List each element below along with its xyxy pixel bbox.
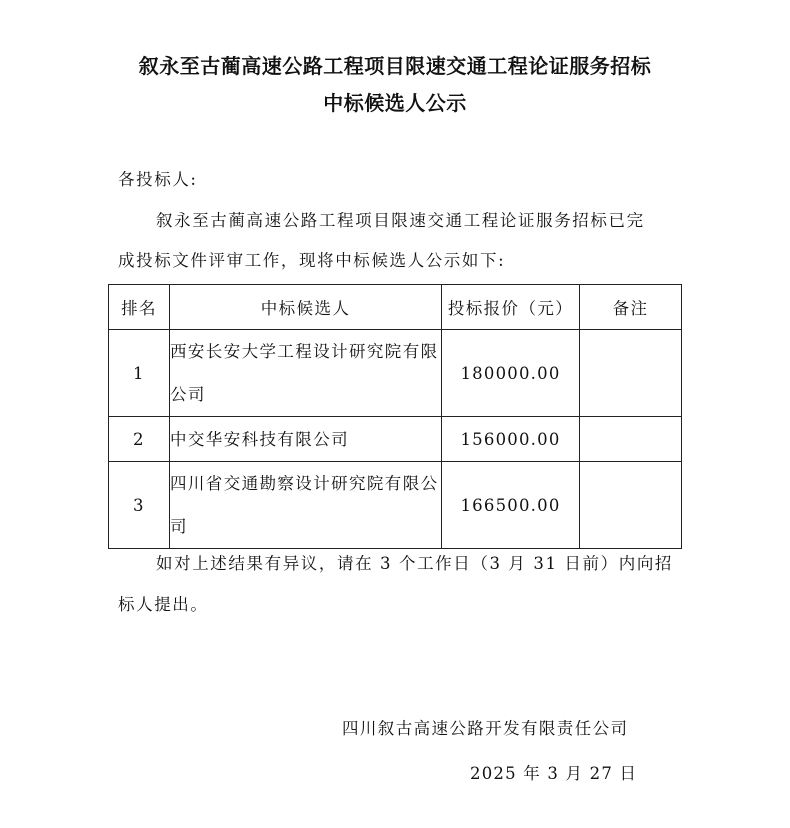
body-paragraph-line2: 成投标文件评审工作，现将中标候选人公示如下: — [118, 251, 506, 270]
header-rank: 排名 — [109, 285, 170, 330]
cell-rank: 3 — [109, 462, 170, 549]
objection-line2: 标人提出。 — [118, 595, 209, 614]
header-price: 投标报价（元） — [442, 285, 580, 330]
cell-rank: 2 — [109, 417, 170, 462]
document-title-line2: 中标候选人公示 — [323, 91, 467, 115]
cell-price: 166500.00 — [442, 462, 580, 549]
table-row — [109, 330, 682, 417]
cell-note — [580, 417, 682, 462]
issue-date: 2025 年 3 月 27 日 — [470, 764, 638, 783]
greeting: 各投标人: — [118, 170, 198, 189]
cell-candidate-name: 中交华安科技有限公司 — [170, 417, 442, 462]
candidate-table — [108, 284, 682, 549]
table-row — [109, 417, 682, 462]
cell-candidate-name: 西安长安大学工程设计研究院有限公司 — [170, 330, 442, 417]
cell-note — [580, 462, 682, 549]
cell-rank: 1 — [109, 330, 170, 417]
cell-note — [580, 330, 682, 417]
cell-price: 180000.00 — [442, 330, 580, 417]
table-header-row — [109, 285, 682, 330]
header-note: 备注 — [580, 285, 682, 330]
objection-line1: 如对上述结果有异议，请在 3 个工作日（3 月 31 日前）内向招 — [156, 554, 674, 573]
body-paragraph-line1: 叙永至古蔺高速公路工程项目限速交通工程论证服务招标已完 — [156, 211, 645, 230]
cell-price: 156000.00 — [442, 417, 580, 462]
document-title-line1: 叙永至古蔺高速公路工程项目限速交通工程论证服务招标 — [138, 54, 652, 78]
cell-candidate-name: 四川省交通勘察设计研究院有限公司 — [170, 462, 442, 549]
table-row — [109, 462, 682, 549]
issuer-signature: 四川叙古高速公路开发有限责任公司 — [342, 719, 629, 738]
header-candidate: 中标候选人 — [170, 285, 442, 330]
